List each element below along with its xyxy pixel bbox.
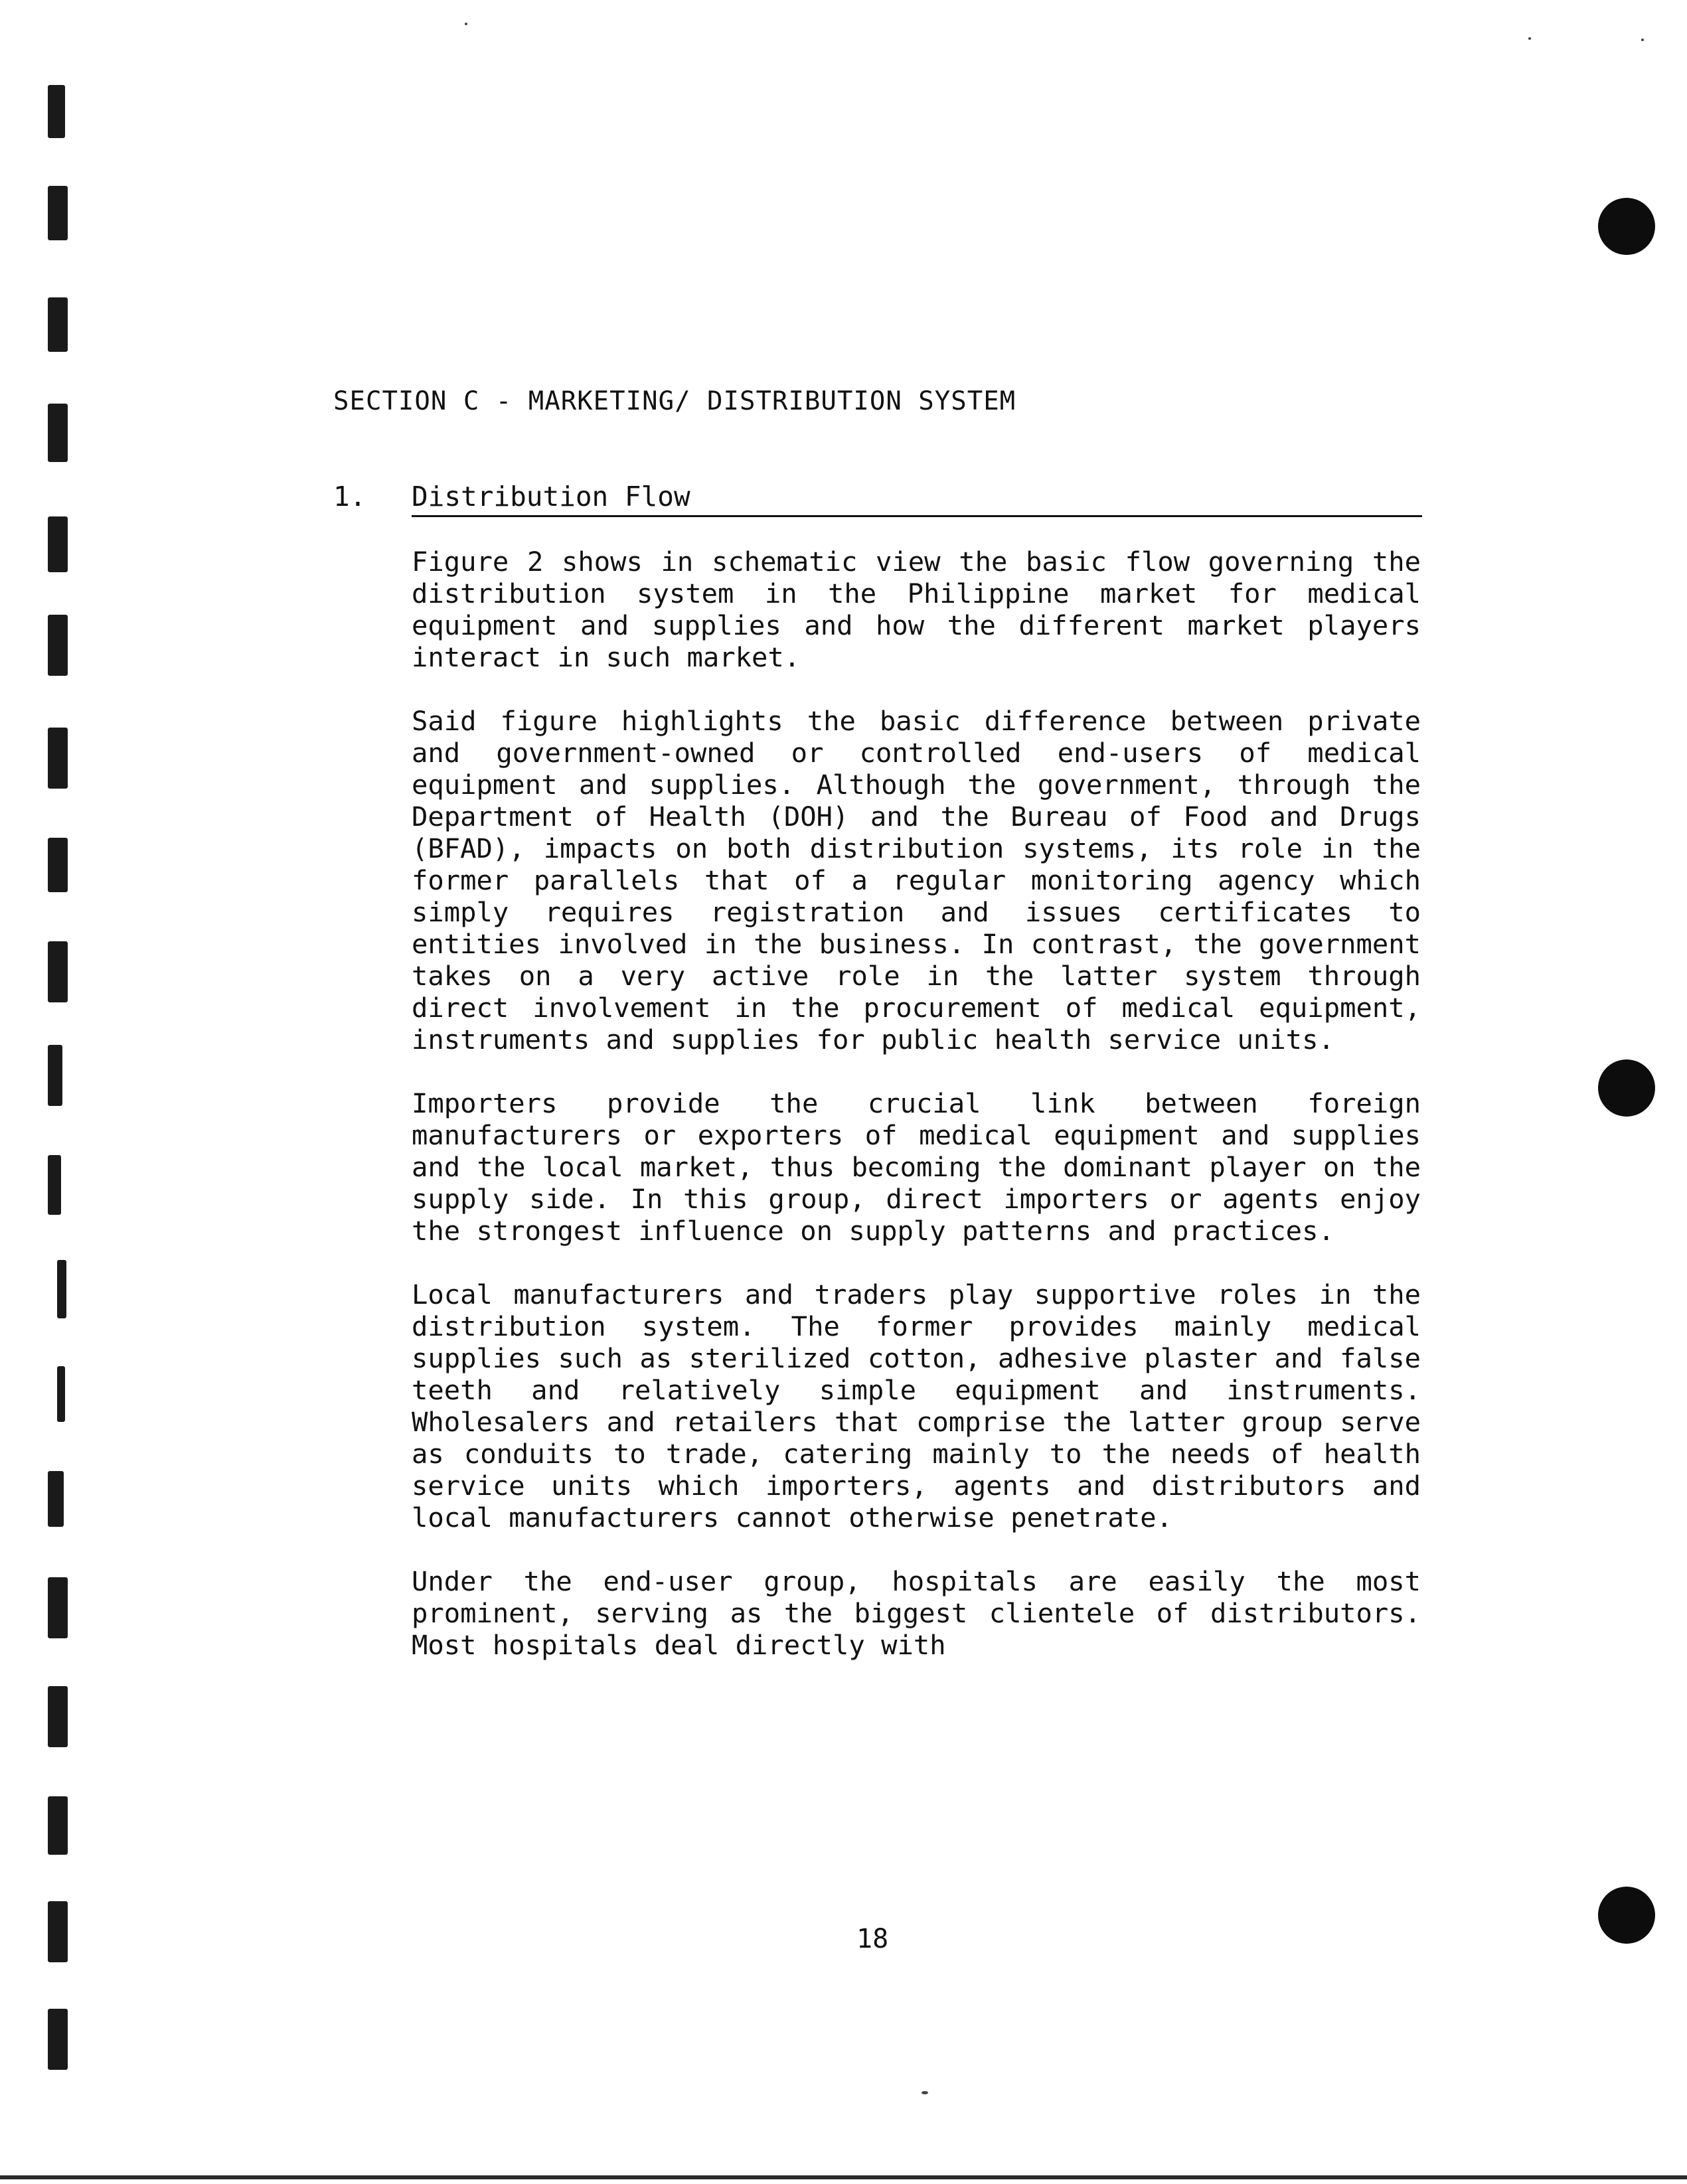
binding-mark — [48, 2009, 68, 2070]
binding-mark — [48, 404, 68, 462]
subsection-number: 1. — [333, 481, 366, 512]
paragraph: Local manufacturers and traders play supportive roles in the distribution system. The former provides mainly medical supplies such as sterilized cotton, adhesive plaster and false teeth and relatively simple equipment and instruments. Wholesalers and retailers that comprise the latter group serve as conduits to trade, catering mainly to the needs of health service units which importers, agents and distributors and local manufacturers cannot otherwise penetrate. — [412, 1279, 1421, 1533]
paragraph: Importers provide the crucial link between foreign manufacturers or exporters of medical equipment and supplies and the local market, thus becoming the dominant player on the supply side. In this group, direct importers or agents enjoy the strongest influence on supply patterns and practices. — [412, 1087, 1421, 1247]
punch-hole — [1598, 198, 1655, 255]
binding-mark — [48, 516, 68, 572]
scan-speck — [922, 2091, 928, 2094]
subsection-title: Distribution Flow — [412, 481, 690, 512]
binding-mark — [48, 85, 65, 138]
binding-mark — [57, 1366, 65, 1422]
binding-mark — [48, 838, 68, 892]
binding-mark — [48, 1471, 64, 1527]
scan-speck — [1641, 39, 1644, 41]
paragraph: Under the end-user group, hospitals are easily the most prominent, serving as the biggest clientele of distributors. Most hospitals deal directly with — [412, 1565, 1421, 1661]
binding-mark — [48, 186, 68, 240]
section-title: SECTION C - MARKETING/ DISTRIBUTION SYSTEM — [333, 386, 1016, 416]
binding-mark — [48, 1577, 68, 1638]
binding-mark — [48, 1796, 68, 1855]
scan-speck — [1528, 37, 1531, 40]
paragraph: Figure 2 shows in schematic view the basic flow governing the distribution system in the Philippine market for medical equipment and supplies and how the different market players interact in such market. — [412, 546, 1421, 673]
scan-speck — [465, 23, 467, 25]
body-text — [412, 546, 1421, 1693]
binding-mark — [48, 1686, 68, 1747]
punch-hole — [1598, 1059, 1655, 1117]
binding-mark — [48, 728, 68, 789]
binding-mark — [48, 1155, 61, 1215]
binding-mark — [48, 615, 68, 676]
paragraph: Said figure highlights the basic difference between private and government-owned or controlled end-users of medical equipment and supplies. Although the government, through the Department of Health (DOH) and the Bureau of Food and Drugs (BFAD), impacts on both distribution systems, its role in the former parallels that of a regular monitoring agency which simply requires registration and issues certificates to entities involved in the business. In contrast, the government takes on a very active role in the latter system through direct involvement in the procurement of medical equipment, instruments and supplies for public health service units. — [412, 705, 1421, 1055]
punch-hole — [1598, 1887, 1655, 1944]
page-number: 18 — [856, 1924, 889, 1954]
subsection-underline — [412, 515, 1422, 517]
binding-mark — [48, 1901, 68, 1962]
binding-mark — [48, 297, 68, 352]
binding-mark — [48, 1045, 62, 1106]
scan-edge-line — [0, 2175, 1687, 2179]
binding-mark — [48, 941, 68, 1002]
binding-mark — [57, 1260, 66, 1318]
